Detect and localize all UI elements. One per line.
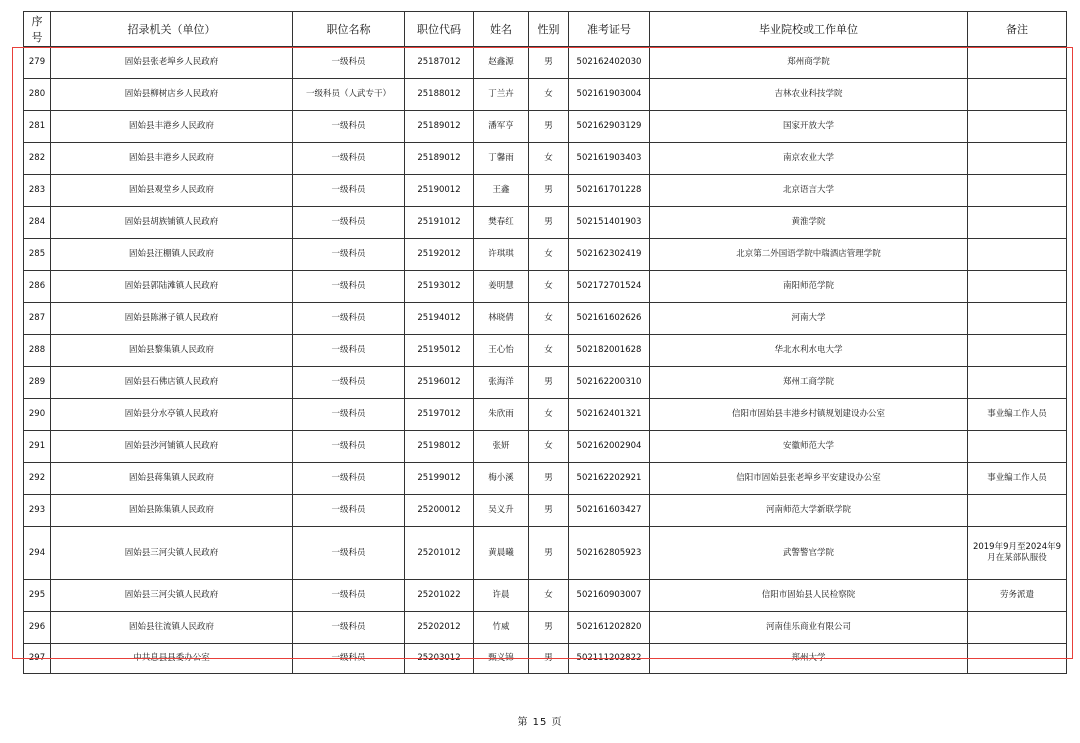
candidate-name-cell: 朱欣雨 <box>474 399 529 431</box>
row-number-cell: 295 <box>24 580 51 612</box>
table-header-row <box>24 12 1067 47</box>
recruiting-agency-cell: 固始县石佛店镇人民政府 <box>51 367 293 399</box>
position-code-cell: 25187012 <box>405 47 474 79</box>
gender-cell: 男 <box>529 47 569 79</box>
candidate-name-cell: 王鑫 <box>474 175 529 207</box>
school-or-employer-cell: 河南佳乐商业有限公司 <box>650 612 968 644</box>
column-header: 备注 <box>968 12 1067 47</box>
row-number-cell: 286 <box>24 271 51 303</box>
gender-cell: 男 <box>529 207 569 239</box>
candidate-name-cell: 林晓倩 <box>474 303 529 335</box>
school-or-employer-cell: 北京第二外国语学院中瑞酒店管理学院 <box>650 239 968 271</box>
gender-cell: 女 <box>529 303 569 335</box>
school-or-employer-cell: 信阳市固始县丰港乡村镇规划建设办公室 <box>650 399 968 431</box>
school-or-employer-cell: 华北水利水电大学 <box>650 335 968 367</box>
table-row <box>24 527 1067 580</box>
table-row <box>24 47 1067 79</box>
table-row <box>24 111 1067 143</box>
row-number-cell: 282 <box>24 143 51 175</box>
remarks-cell <box>968 111 1067 143</box>
recruiting-agency-cell: 中共息县县委办公室 <box>51 644 293 674</box>
table-row <box>24 239 1067 271</box>
row-number-cell: 294 <box>24 527 51 580</box>
exam-ticket-number-cell: 502162202921 <box>569 463 650 495</box>
row-number-cell: 279 <box>24 47 51 79</box>
table-row <box>24 580 1067 612</box>
position-code-cell: 25202012 <box>405 612 474 644</box>
recruiting-agency-cell: 固始县汪棚镇人民政府 <box>51 239 293 271</box>
remarks-cell <box>968 303 1067 335</box>
table-row <box>24 612 1067 644</box>
row-number-cell: 281 <box>24 111 51 143</box>
exam-ticket-number-cell: 502161903004 <box>569 79 650 111</box>
candidate-name-cell: 潘军亨 <box>474 111 529 143</box>
position-code-cell: 25193012 <box>405 271 474 303</box>
table-row <box>24 495 1067 527</box>
remarks-cell <box>968 79 1067 111</box>
exam-ticket-number-cell: 502161603427 <box>569 495 650 527</box>
recruiting-agency-cell: 固始县郭陆滩镇人民政府 <box>51 271 293 303</box>
row-number-cell: 287 <box>24 303 51 335</box>
recruiting-agency-cell: 固始县观堂乡人民政府 <box>51 175 293 207</box>
position-name-cell: 一级科员 <box>293 303 405 335</box>
exam-ticket-number-cell: 502172701524 <box>569 271 650 303</box>
remarks-cell <box>968 143 1067 175</box>
recruiting-agency-cell: 固始县张老埠乡人民政府 <box>51 47 293 79</box>
position-name-cell: 一级科员 <box>293 463 405 495</box>
row-number-cell: 289 <box>24 367 51 399</box>
position-code-cell: 25189012 <box>405 143 474 175</box>
remarks-cell <box>968 335 1067 367</box>
remarks-cell <box>968 239 1067 271</box>
table-row <box>24 143 1067 175</box>
table-row <box>24 335 1067 367</box>
school-or-employer-cell: 黄淮学院 <box>650 207 968 239</box>
school-or-employer-cell: 安徽师范大学 <box>650 431 968 463</box>
school-or-employer-cell: 吉林农业科技学院 <box>650 79 968 111</box>
exam-ticket-number-cell: 502161903403 <box>569 143 650 175</box>
candidate-name-cell: 黄晨曦 <box>474 527 529 580</box>
position-code-cell: 25189012 <box>405 111 474 143</box>
position-code-cell: 25201022 <box>405 580 474 612</box>
school-or-employer-cell: 南阳师范学院 <box>650 271 968 303</box>
table-row <box>24 367 1067 399</box>
position-name-cell: 一级科员 <box>293 580 405 612</box>
table-body <box>24 47 1067 674</box>
remarks-cell <box>968 612 1067 644</box>
school-or-employer-cell: 河南大学 <box>650 303 968 335</box>
exam-ticket-number-cell: 502162805923 <box>569 527 650 580</box>
column-header: 毕业院校或工作单位 <box>650 12 968 47</box>
row-number-cell: 284 <box>24 207 51 239</box>
gender-cell: 男 <box>529 175 569 207</box>
recruiting-agency-cell: 固始县陈集镇人民政府 <box>51 495 293 527</box>
remarks-cell <box>968 47 1067 79</box>
position-name-cell: 一级科员 <box>293 207 405 239</box>
gender-cell: 女 <box>529 431 569 463</box>
position-name-cell: 一级科员 <box>293 527 405 580</box>
row-number-cell: 285 <box>24 239 51 271</box>
remarks-cell: 事业编工作人员 <box>968 399 1067 431</box>
remarks-cell <box>968 495 1067 527</box>
candidate-name-cell: 吴义升 <box>474 495 529 527</box>
position-code-cell: 25192012 <box>405 239 474 271</box>
gender-cell: 女 <box>529 580 569 612</box>
row-number-cell: 296 <box>24 612 51 644</box>
school-or-employer-cell: 武警警官学院 <box>650 527 968 580</box>
gender-cell: 女 <box>529 271 569 303</box>
exam-ticket-number-cell: 502162200310 <box>569 367 650 399</box>
position-code-cell: 25188012 <box>405 79 474 111</box>
school-or-employer-cell: 国家开放大学 <box>650 111 968 143</box>
school-or-employer-cell: 郑州大学 <box>650 644 968 674</box>
school-or-employer-cell: 郑州工商学院 <box>650 367 968 399</box>
position-code-cell: 25191012 <box>405 207 474 239</box>
recruiting-agency-cell: 固始县往流镇人民政府 <box>51 612 293 644</box>
school-or-employer-cell: 南京农业大学 <box>650 143 968 175</box>
position-code-cell: 25196012 <box>405 367 474 399</box>
table-row <box>24 463 1067 495</box>
candidate-name-cell: 竹威 <box>474 612 529 644</box>
candidate-name-cell: 樊春红 <box>474 207 529 239</box>
table-row <box>24 303 1067 335</box>
recruiting-agency-cell: 固始县陈淋子镇人民政府 <box>51 303 293 335</box>
gender-cell: 男 <box>529 463 569 495</box>
position-name-cell: 一级科员 <box>293 612 405 644</box>
position-name-cell: 一级科员 <box>293 644 405 674</box>
remarks-cell: 劳务派遣 <box>968 580 1067 612</box>
exam-ticket-number-cell: 502162401321 <box>569 399 650 431</box>
remarks-cell <box>968 175 1067 207</box>
position-name-cell: 一级科员 <box>293 111 405 143</box>
recruiting-agency-cell: 固始县三河尖镇人民政府 <box>51 527 293 580</box>
column-header: 序号 <box>24 12 51 47</box>
exam-ticket-number-cell: 502182001628 <box>569 335 650 367</box>
candidate-table <box>23 11 1067 674</box>
recruiting-agency-cell: 固始县丰港乡人民政府 <box>51 143 293 175</box>
position-name-cell: 一级科员 <box>293 271 405 303</box>
recruiting-agency-cell: 固始县沙河铺镇人民政府 <box>51 431 293 463</box>
gender-cell: 女 <box>529 399 569 431</box>
gender-cell: 女 <box>529 79 569 111</box>
table-row <box>24 399 1067 431</box>
position-name-cell: 一级科员 <box>293 399 405 431</box>
recruiting-agency-cell: 固始县蒋集镇人民政府 <box>51 463 293 495</box>
exam-ticket-number-cell: 502162002904 <box>569 431 650 463</box>
row-number-cell: 292 <box>24 463 51 495</box>
position-name-cell: 一级科员 <box>293 495 405 527</box>
exam-ticket-number-cell: 502151401903 <box>569 207 650 239</box>
position-name-cell: 一级科员 <box>293 175 405 207</box>
column-header: 职位代码 <box>405 12 474 47</box>
gender-cell: 男 <box>529 612 569 644</box>
row-number-cell: 291 <box>24 431 51 463</box>
position-name-cell: 一级科员 <box>293 239 405 271</box>
remarks-cell <box>968 367 1067 399</box>
candidate-name-cell: 甄义锦 <box>474 644 529 674</box>
recruiting-agency-cell: 固始县黎集镇人民政府 <box>51 335 293 367</box>
candidate-name-cell: 丁馨雨 <box>474 143 529 175</box>
exam-ticket-number-cell: 502111202822 <box>569 644 650 674</box>
position-code-cell: 25198012 <box>405 431 474 463</box>
position-name-cell: 一级科员 <box>293 335 405 367</box>
remarks-cell: 事业编工作人员 <box>968 463 1067 495</box>
exam-ticket-number-cell: 502160903007 <box>569 580 650 612</box>
school-or-employer-cell: 信阳市固始县张老埠乡平安建设办公室 <box>650 463 968 495</box>
gender-cell: 男 <box>529 527 569 580</box>
candidate-name-cell: 姜明慧 <box>474 271 529 303</box>
remarks-cell: 2019年9月至2024年9月在某部队服役 <box>968 527 1067 580</box>
gender-cell: 男 <box>529 367 569 399</box>
recruiting-agency-cell: 固始县分水亭镇人民政府 <box>51 399 293 431</box>
position-code-cell: 25199012 <box>405 463 474 495</box>
gender-cell: 男 <box>529 111 569 143</box>
position-name-cell: 一级科员 <box>293 431 405 463</box>
gender-cell: 男 <box>529 495 569 527</box>
table-row <box>24 271 1067 303</box>
position-code-cell: 25200012 <box>405 495 474 527</box>
column-header: 职位名称 <box>293 12 405 47</box>
candidate-name-cell: 张海洋 <box>474 367 529 399</box>
school-or-employer-cell: 郑州商学院 <box>650 47 968 79</box>
candidate-name-cell: 许晨 <box>474 580 529 612</box>
table-row <box>24 207 1067 239</box>
position-code-cell: 25194012 <box>405 303 474 335</box>
candidate-name-cell: 丁兰卉 <box>474 79 529 111</box>
column-header: 招录机关（单位） <box>51 12 293 47</box>
candidate-name-cell: 梅小溪 <box>474 463 529 495</box>
recruiting-agency-cell: 固始县三河尖镇人民政府 <box>51 580 293 612</box>
position-name-cell: 一级科员（人武专干） <box>293 79 405 111</box>
gender-cell: 女 <box>529 335 569 367</box>
position-name-cell: 一级科员 <box>293 143 405 175</box>
exam-ticket-number-cell: 502162402030 <box>569 47 650 79</box>
page-number: 第 15 页 <box>517 717 563 728</box>
gender-cell: 女 <box>529 143 569 175</box>
school-or-employer-cell: 信阳市固始县人民检察院 <box>650 580 968 612</box>
school-or-employer-cell: 河南师范大学新联学院 <box>650 495 968 527</box>
gender-cell: 男 <box>529 644 569 674</box>
position-name-cell: 一级科员 <box>293 47 405 79</box>
table-row <box>24 644 1067 674</box>
position-code-cell: 25197012 <box>405 399 474 431</box>
row-number-cell: 293 <box>24 495 51 527</box>
column-header: 准考证号 <box>569 12 650 47</box>
remarks-cell <box>968 644 1067 674</box>
remarks-cell <box>968 207 1067 239</box>
row-number-cell: 297 <box>24 644 51 674</box>
candidate-name-cell: 张妍 <box>474 431 529 463</box>
exam-ticket-number-cell: 502162903129 <box>569 111 650 143</box>
recruiting-agency-cell: 固始县胡族铺镇人民政府 <box>51 207 293 239</box>
exam-ticket-number-cell: 502161701228 <box>569 175 650 207</box>
candidate-name-cell: 王心怡 <box>474 335 529 367</box>
position-code-cell: 25203012 <box>405 644 474 674</box>
position-code-cell: 25201012 <box>405 527 474 580</box>
exam-ticket-number-cell: 502161602626 <box>569 303 650 335</box>
remarks-cell <box>968 271 1067 303</box>
candidate-name-cell: 许琪琪 <box>474 239 529 271</box>
row-number-cell: 290 <box>24 399 51 431</box>
remarks-cell <box>968 431 1067 463</box>
school-or-employer-cell: 北京语言大学 <box>650 175 968 207</box>
column-header: 性别 <box>529 12 569 47</box>
table-row <box>24 79 1067 111</box>
table-row <box>24 431 1067 463</box>
candidate-name-cell: 赵鑫源 <box>474 47 529 79</box>
column-header: 姓名 <box>474 12 529 47</box>
row-number-cell: 280 <box>24 79 51 111</box>
position-code-cell: 25190012 <box>405 175 474 207</box>
row-number-cell: 288 <box>24 335 51 367</box>
gender-cell: 女 <box>529 239 569 271</box>
table-row <box>24 175 1067 207</box>
recruiting-agency-cell: 固始县柳树店乡人民政府 <box>51 79 293 111</box>
position-code-cell: 25195012 <box>405 335 474 367</box>
row-number-cell: 283 <box>24 175 51 207</box>
position-name-cell: 一级科员 <box>293 367 405 399</box>
recruiting-agency-cell: 固始县丰港乡人民政府 <box>51 111 293 143</box>
exam-ticket-number-cell: 502161202820 <box>569 612 650 644</box>
exam-ticket-number-cell: 502162302419 <box>569 239 650 271</box>
